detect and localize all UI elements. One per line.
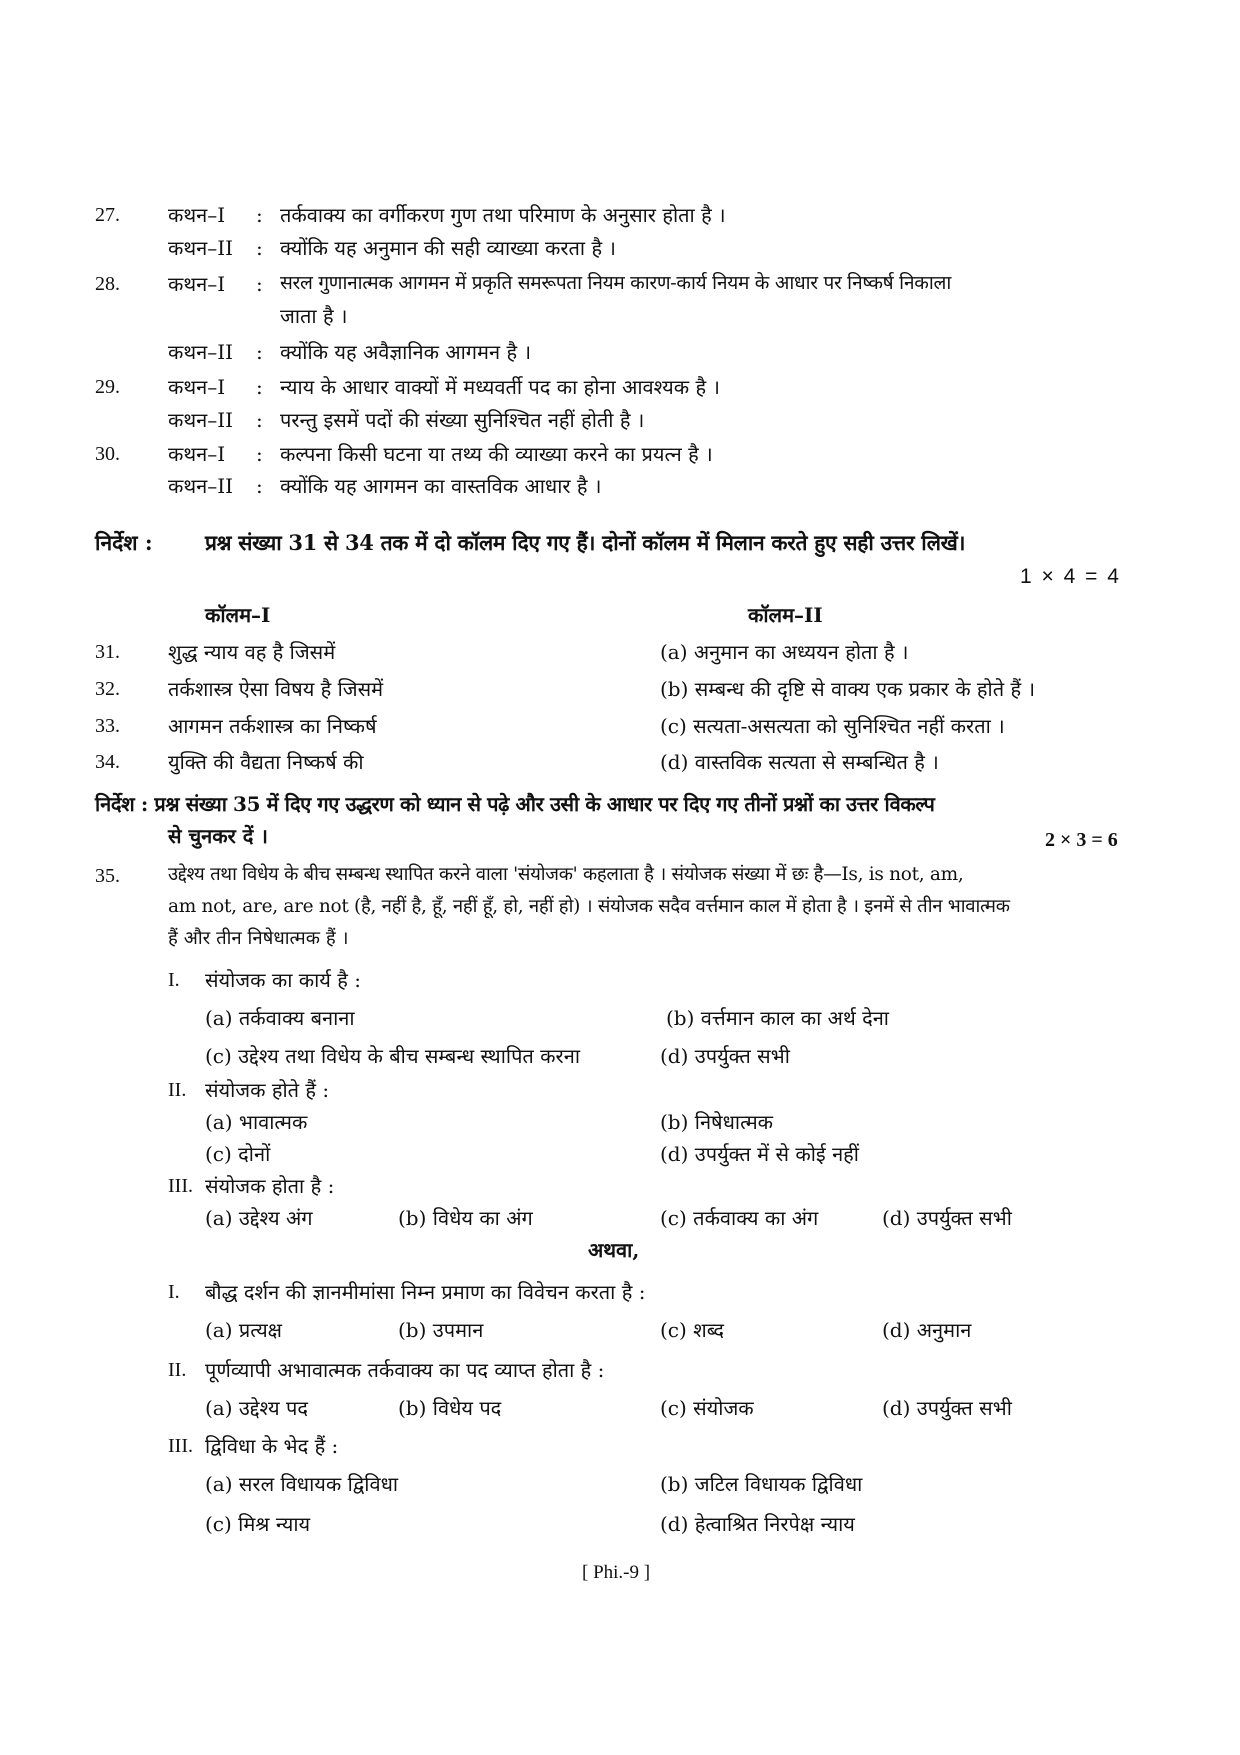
option-a: (a) भावात्मक (205, 1110, 308, 1134)
statement-label: कथन–I (168, 272, 226, 296)
statement-text: न्याय के आधार वाक्यों में मध्यवर्ती पद का होना आवश्यक है । (280, 375, 721, 399)
option-b: (b) वर्त्तमान काल का अर्थ देना (666, 1006, 889, 1030)
question-number: 27. (95, 204, 120, 226)
column-1-item: आगमन तर्कशास्त्र का निष्कर्ष (168, 714, 377, 738)
passage-instruction: निर्देश : प्रश्न संख्या 35 में दिए गए उद्धरण को ध्यान से पढ़े और उसी के आधार पर दिए गए तीनों प्रश्नों का उत्तर विकल्प (95, 792, 935, 816)
marks: 2 × 3 = 6 (1045, 829, 1118, 851)
statement-text: तर्कवाक्य का वर्गीकरण गुण तथा परिमाण के अनुसार होता है । (280, 203, 726, 227)
subquestion-number: II. (168, 1359, 187, 1381)
passage-line: am not, are, are not (है, नहीं है, हूँ, नहीं हूँ, हो, नहीं हो) । संयोजक सदैव वर्त्तमान काल में होता है । इनमें से तीन भावात्मक (168, 896, 1010, 917)
statement-label: कथन–II (168, 340, 234, 364)
option-a: (a) तर्कवाक्य बनाना (205, 1006, 355, 1030)
statement-text: सरल गुणानात्मक आगमन में प्रकृति समरूपता नियम कारण-कार्य नियम के आधार पर निष्कर्ष निकाला (280, 272, 951, 294)
instruction-label: निर्देश : (95, 530, 153, 555)
colon: : (256, 442, 263, 466)
column-1-item: युक्ति की वैद्यता निष्कर्ष की (168, 750, 364, 774)
option-a: (a) उद्देश्य अंग (205, 1206, 313, 1230)
column-2-item: (a) अनुमान का अध्ययन होता है । (660, 640, 909, 664)
question-number: 28. (95, 273, 120, 295)
passage-line: उद्देश्य तथा विधेय के बीच सम्बन्ध स्थापित करने वाला 'संयोजक' कहलाता है । संयोजक संख्या में छः है—Is, is not, am, (168, 864, 964, 885)
column-1-item: शुद्ध न्याय वह है जिसमें (168, 640, 336, 664)
statement-label: कथन–II (168, 408, 234, 432)
subquestion-text: संयोजक का कार्य है : (205, 968, 361, 992)
subquestion-text: बौद्ध दर्शन की ज्ञानमीमांसा निम्न प्रमाण का विवेचन करता है : (205, 1280, 646, 1304)
option-d: (d) हेत्वाश्रित निरपेक्ष न्याय (660, 1512, 855, 1536)
option-b: (b) उपमान (398, 1318, 484, 1342)
question-number: 29. (95, 376, 120, 398)
question-number: 35. (95, 865, 120, 887)
colon: : (256, 340, 263, 364)
marks: 1 × 4 = 4 (1020, 565, 1121, 588)
option-b: (b) विधेय पद (398, 1396, 502, 1420)
option-d: (d) उपर्युक्त सभी (882, 1206, 1012, 1230)
colon: : (256, 474, 263, 498)
question-number: 33. (95, 715, 120, 737)
option-b: (b) निषेधात्मक (660, 1110, 774, 1134)
instruction-text: प्रश्न संख्या 31 से 34 तक में दो कॉलम दिए गए हैं। दोनों कॉलम में मिलान करते हुए सही उत्तर लिखें। (205, 530, 966, 555)
question-number: 32. (95, 678, 120, 700)
subquestion-number: III. (168, 1175, 193, 1197)
statement-label: कथन–II (168, 474, 234, 498)
statement-label: कथन–II (168, 236, 234, 260)
colon: : (256, 272, 263, 296)
colon: : (256, 236, 263, 260)
question-number: 31. (95, 641, 120, 663)
option-a: (a) प्रत्यक्ष (205, 1318, 283, 1342)
option-d: (d) उपर्युक्त सभी (660, 1044, 790, 1068)
colon: : (256, 375, 263, 399)
option-c: (c) मिश्र न्याय (205, 1512, 311, 1536)
subquestion-text: संयोजक होता है : (205, 1174, 335, 1198)
passage-line: हैं और तीन निषेधात्मक हैं । (168, 928, 349, 949)
option-a: (a) उद्देश्य पद (205, 1396, 308, 1420)
subquestion-number: III. (168, 1435, 193, 1457)
subquestion-text: संयोजक होते हैं : (205, 1078, 330, 1102)
colon: : (256, 408, 263, 432)
column-1-heading: कॉलम–I (205, 603, 271, 627)
statement-text: क्योंकि यह अनुमान की सही व्याख्या करता है । (280, 236, 616, 260)
or-separator: अथवा, (588, 1238, 640, 1262)
subquestion-text: द्विविधा के भेद हैं : (205, 1434, 339, 1458)
column-2-heading: कॉलम–II (748, 603, 823, 627)
column-2-item: (d) वास्तविक सत्यता से सम्बन्धित है । (660, 750, 939, 774)
option-c: (c) उद्देश्य तथा विधेय के बीच सम्बन्ध स्थापित करना (205, 1044, 581, 1068)
option-c: (c) तर्कवाक्य का अंग (660, 1206, 819, 1230)
option-d: (d) अनुमान (882, 1318, 972, 1342)
column-1-item: तर्कशास्त्र ऐसा विषय है जिसमें (168, 677, 384, 701)
column-2-item: (c) सत्यता-असत्यता को सुनिश्चित नहीं करता । (660, 714, 1005, 738)
option-d: (d) उपर्युक्त में से कोई नहीं (660, 1142, 859, 1166)
column-2-item: (b) सम्बन्ध की दृष्टि से वाक्य एक प्रकार के होते हैं । (660, 677, 1036, 701)
option-b: (b) जटिल विधायक द्विविधा (660, 1472, 863, 1496)
option-a: (a) सरल विधायक द्विविधा (205, 1472, 399, 1496)
colon: : (256, 203, 263, 227)
question-number: 30. (95, 443, 120, 465)
statement-text: क्योंकि यह आगमन का वास्तविक आधार है । (280, 474, 602, 498)
statement-label: कथन–I (168, 203, 226, 227)
option-c: (c) संयोजक (660, 1396, 754, 1420)
question-number: 34. (95, 751, 120, 773)
option-b: (b) विधेय का अंग (398, 1206, 533, 1230)
passage-instruction-continued: से चुनकर दें । (168, 824, 268, 848)
subquestion-number: II. (168, 1079, 187, 1101)
statement-text: परन्तु इसमें पदों की संख्या सुनिश्चित नहीं होती है । (280, 408, 645, 432)
statement-text-continued: जाता है । (280, 304, 348, 328)
subquestion-text: पूर्णव्यापी अभावात्मक तर्कवाक्य का पद व्याप्त होता है : (205, 1358, 605, 1382)
option-c: (c) दोनों (205, 1142, 271, 1166)
statement-label: कथन–I (168, 375, 226, 399)
option-d: (d) उपर्युक्त सभी (882, 1396, 1012, 1420)
subquestion-number: I. (168, 1281, 180, 1303)
option-c: (c) शब्द (660, 1318, 725, 1342)
statement-text: क्योंकि यह अवैज्ञानिक आगमन है । (280, 340, 532, 364)
subquestion-number: I. (168, 969, 180, 991)
page-footer: [ Phi.-9 ] (582, 1562, 651, 1583)
statement-text: कल्पना किसी घटना या तथ्य की व्याख्या करने का प्रयत्न है । (280, 442, 713, 466)
statement-label: कथन–I (168, 442, 226, 466)
